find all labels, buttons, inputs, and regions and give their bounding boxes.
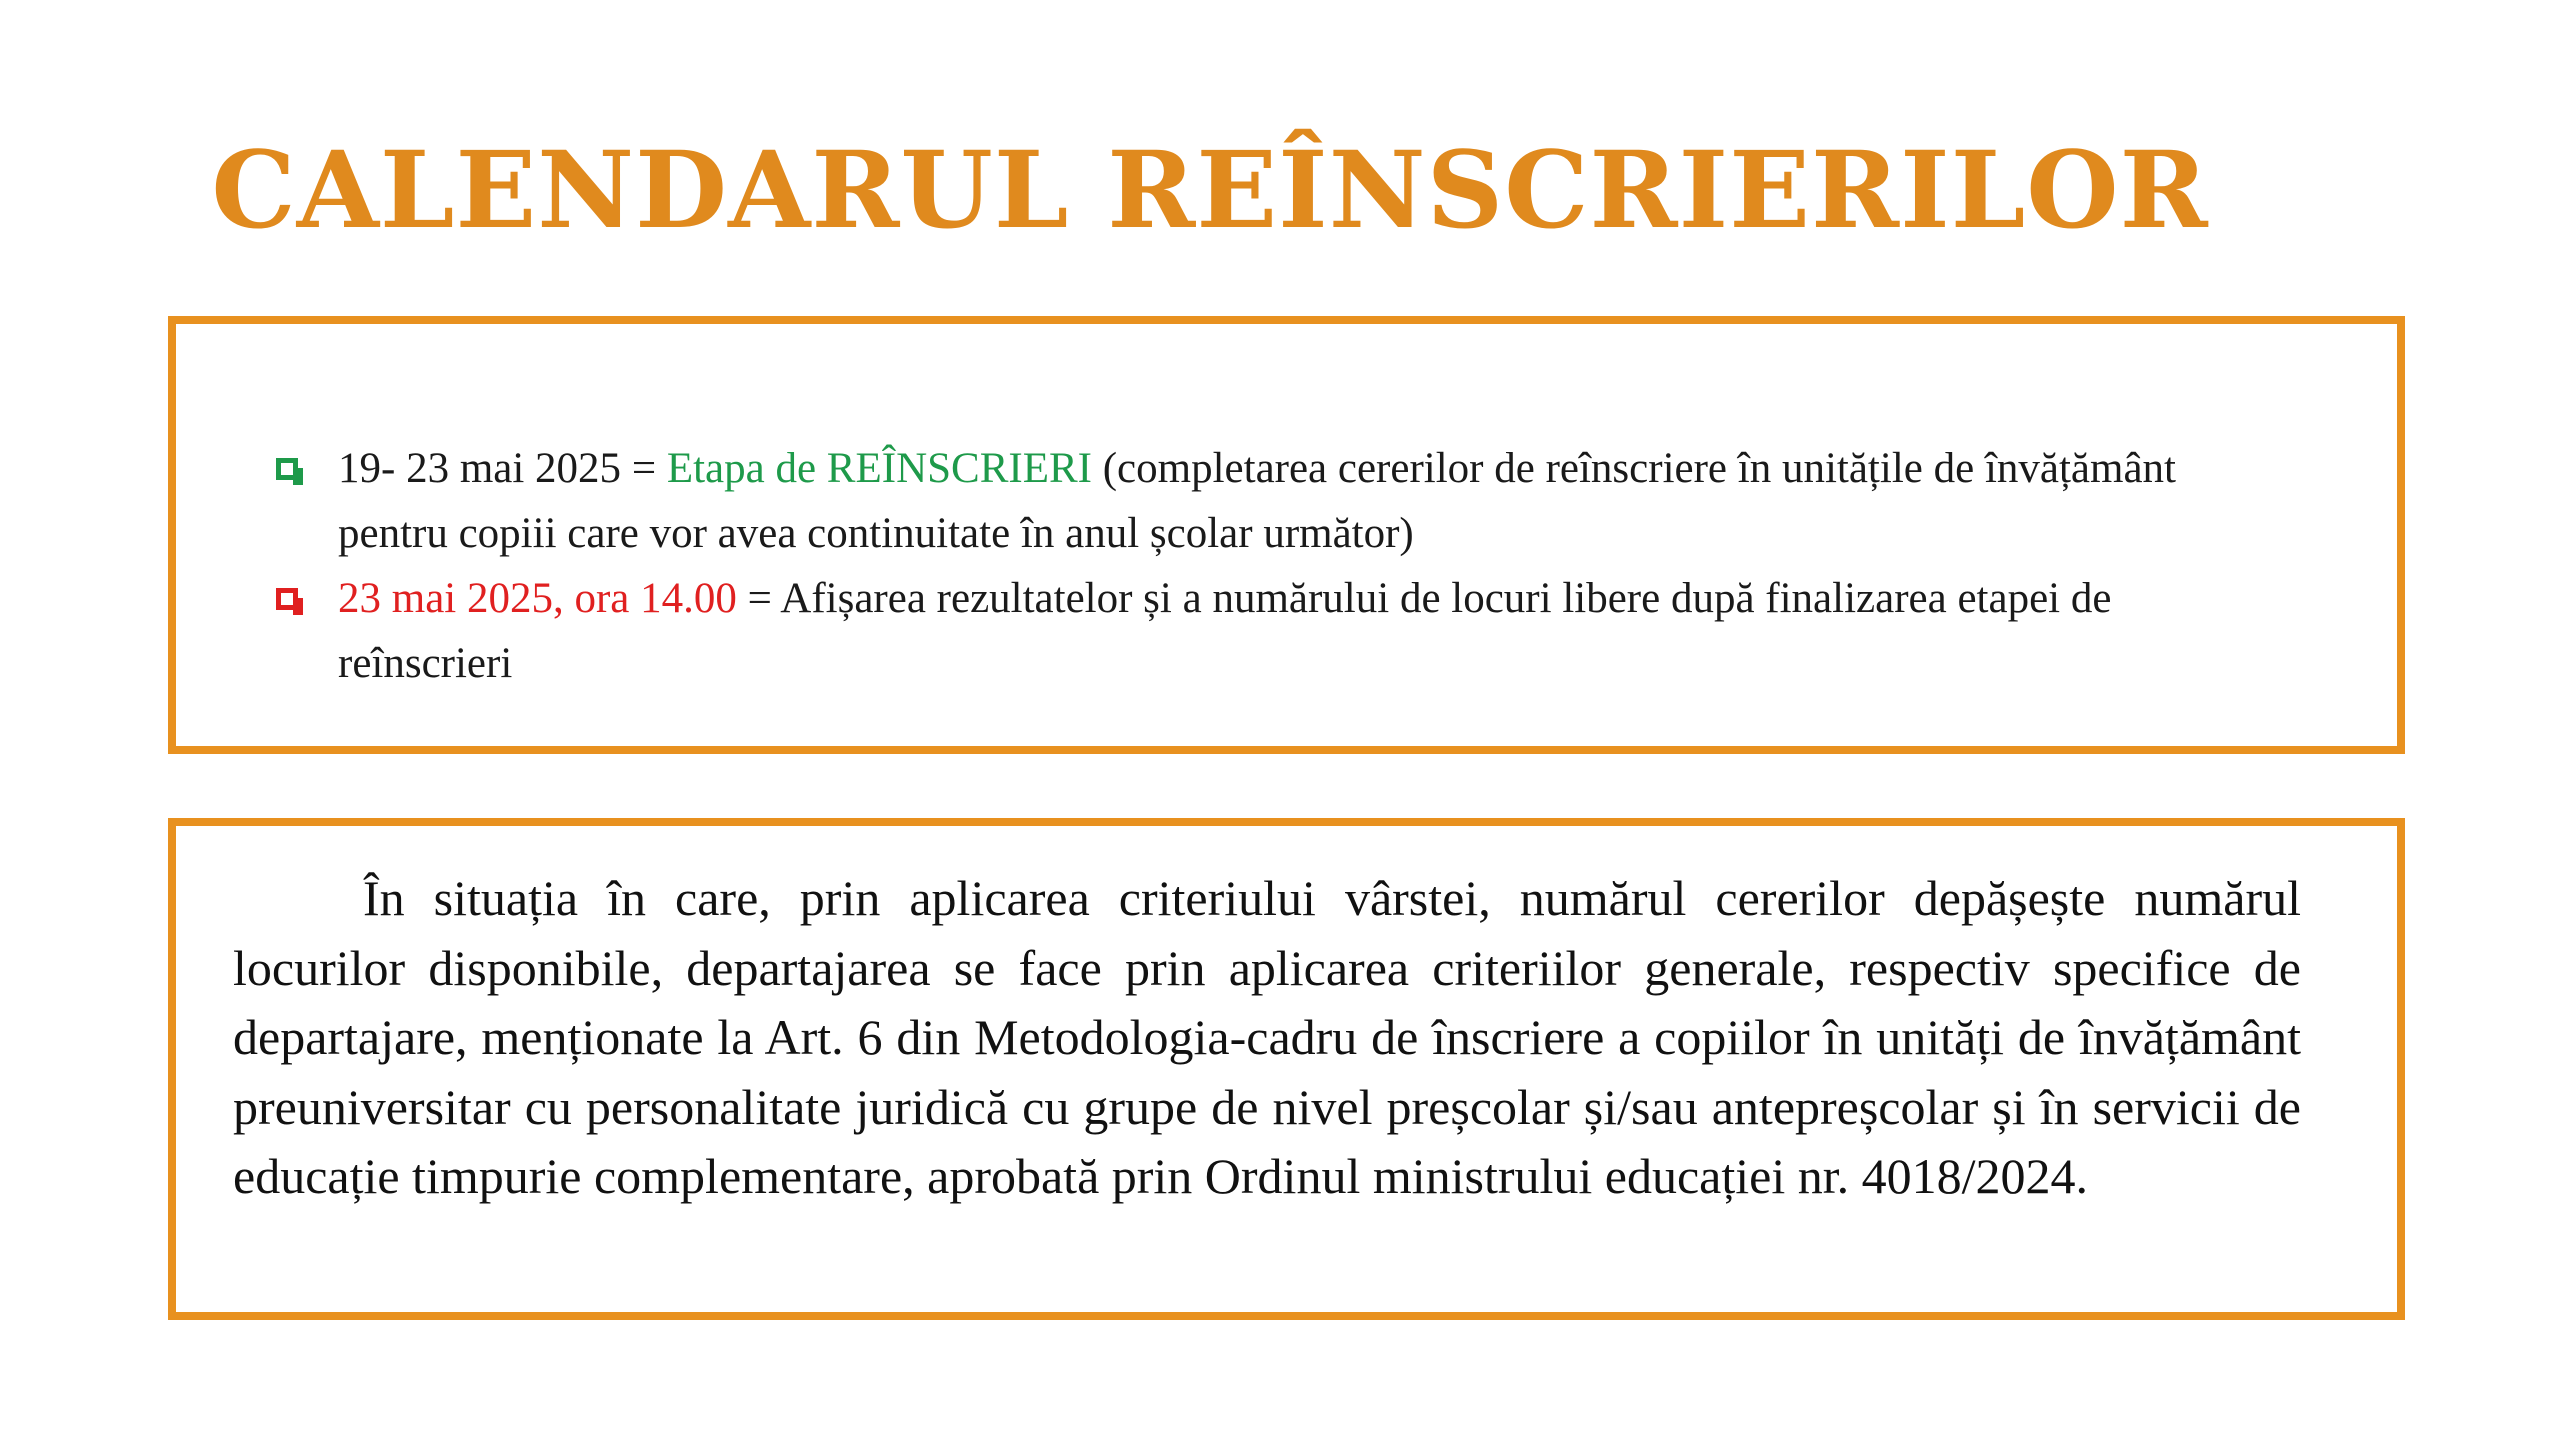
calendar-item-reinscrieri	[276, 436, 2276, 566]
item-description: (completarea cererilor de reînscriere în unitățile de învățământ pentru copiii care vor avea continuitate în anul școlar următor)	[338, 445, 2176, 557]
note-paragraph: În situația în care, prin aplicarea criteriului vârstei, numărul cererilor depășește numărul locurilor disponibile, departajarea se face prin aplicarea criteriilor generale, respectiv specifice de departajare, menționate la Art. 6 din Metodologia-cadru de înscriere a copiilor în unități de învățământ preuniversitar cu personalitate juridică cu grupe de nivel preșcolar și/sau antepreșcolar și în servicii de educație timpurie complementare, aprobată prin Ordinul ministrului educației nr. 4018/2024.	[233, 870, 2301, 1204]
item-date: 19- 23 mai 2025	[338, 445, 622, 492]
checkbox-icon	[276, 588, 298, 610]
item-date: 23 mai 2025, ora 14.00	[338, 575, 737, 622]
item-stage: Etapa de REÎNSCRIERI	[666, 445, 1092, 492]
item-separator: =	[736, 575, 781, 622]
calendar-box	[168, 316, 2405, 754]
page-title: CALENDARUL REÎNSCRIERILOR	[211, 127, 2209, 252]
checkbox-icon	[276, 458, 298, 480]
calendar-item-rezultate	[276, 566, 2276, 696]
note-box	[168, 818, 2405, 1320]
item-description: Afișarea rezultatelor și a numărului de locuri libere după finalizarea etapei de reînscrieri	[338, 575, 2112, 687]
calendar-list	[276, 436, 2276, 696]
item-separator: =	[621, 445, 667, 492]
